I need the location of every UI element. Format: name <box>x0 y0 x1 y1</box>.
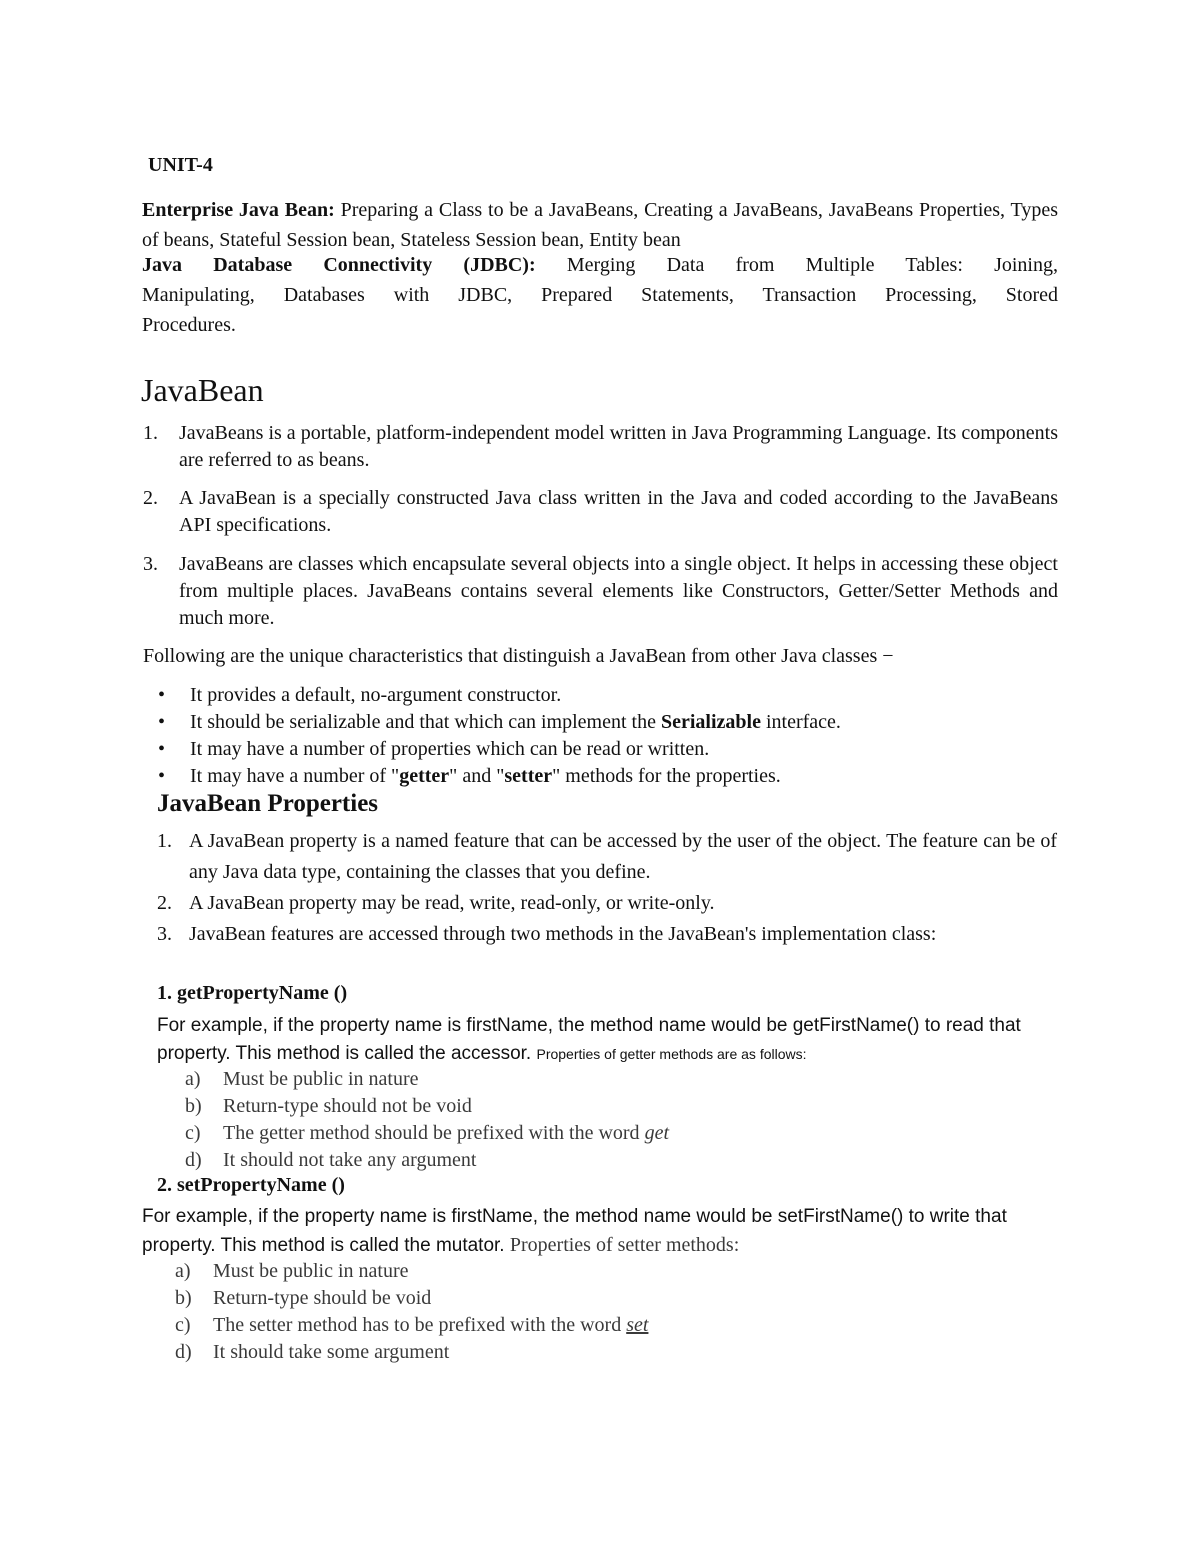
getter-note: Properties of getter methods are as follows: <box>536 1046 807 1062</box>
list-text: The getter method should be prefixed with the word <box>223 1122 645 1144</box>
list-item <box>157 888 1057 919</box>
list-text: Return-type should not be void <box>223 1095 472 1117</box>
list-text: Return-type should be void <box>213 1287 432 1309</box>
list-bold-text: getter <box>399 765 450 787</box>
javabean-list <box>143 420 1058 474</box>
list-number: 2. <box>157 892 172 914</box>
syllabus-jdbc-line-1 <box>142 250 1058 280</box>
list-bold-text: Serializable <box>660 711 761 733</box>
list-letter: a) <box>175 1260 191 1282</box>
list-letter: d) <box>175 1341 192 1363</box>
list-text: A JavaBean is a specially constructed Java class written in the Java and coded according to the JavaBeans API specifications. <box>179 487 1058 536</box>
list-item <box>158 763 841 790</box>
list-letter: b) <box>185 1095 202 1117</box>
list-item <box>175 1312 648 1339</box>
list-number: 2. <box>143 487 158 509</box>
list-item <box>175 1285 648 1312</box>
javabean-list-item-3 <box>143 551 1058 632</box>
getter-rules-list <box>185 1066 669 1174</box>
list-item <box>175 1258 648 1285</box>
list-item <box>157 826 1057 888</box>
syllabus-jdbc-text-1: Merging Data from Multiple Tables: Joining, <box>566 254 1058 276</box>
setter-paragraph <box>142 1203 1042 1260</box>
list-text: It should be serializable and that which can implement the <box>190 711 661 733</box>
list-item <box>158 736 841 763</box>
list-text: It provides a default, no-argument constructor. <box>190 684 562 706</box>
bullet-icon: • <box>158 738 166 760</box>
syllabus-jdbc-line-2: Manipulating, Databases with JDBC, Prepared Statements, Transaction Processing, Stored <box>142 284 1058 306</box>
list-item <box>143 485 1058 539</box>
list-item <box>185 1147 669 1174</box>
characteristics-list <box>158 682 841 790</box>
syllabus-ejb-label: Enterprise Java Bean: <box>142 199 335 221</box>
list-letter: d) <box>185 1149 202 1171</box>
list-number: 3. <box>157 923 172 945</box>
syllabus-ejb <box>142 195 1058 255</box>
list-item <box>185 1093 669 1120</box>
list-item <box>143 420 1058 474</box>
list-text: It should not take any argument <box>223 1149 477 1171</box>
list-text: Must be public in nature <box>213 1260 409 1282</box>
syllabus-jdbc-label: Java Database Connectivity (JDBC): <box>142 254 536 276</box>
characteristics-intro: Following are the unique characteristics that distinguish a JavaBean from other Java classes − <box>143 645 894 667</box>
syllabus-ejb-text: Preparing a Class to be a JavaBeans, Creating a JavaBeans, JavaBeans Properties, Types of beans, Stateful Session bean, Stateless Session bean, Entity bean <box>142 199 1058 251</box>
syllabus-jdbc <box>142 250 1058 340</box>
properties-list <box>157 826 1057 950</box>
getter-paragraph <box>157 1012 1062 1068</box>
list-text: A JavaBean property may be read, write, read-only, or write-only. <box>189 892 715 914</box>
list-text: It should take some argument <box>213 1341 450 1363</box>
list-number: 3. <box>143 553 158 575</box>
getter-heading: 1. getPropertyName () <box>157 982 348 1004</box>
javabean-list-item-2 <box>143 485 1058 539</box>
list-number: 1. <box>157 830 172 852</box>
list-item <box>143 551 1058 632</box>
setter-rules-list <box>175 1258 648 1366</box>
list-emphasis: get <box>644 1122 669 1144</box>
list-item <box>175 1339 648 1366</box>
list-text: JavaBeans is a portable, platform-independent model written in Java Programming Language. Its components are referred to as beans. <box>179 422 1058 471</box>
unit-title: UNIT-4 <box>148 154 213 176</box>
list-text: interface. <box>760 711 841 733</box>
list-letter: c) <box>185 1122 201 1144</box>
list-text: " methods for the properties. <box>552 765 781 787</box>
list-text: " and " <box>449 765 505 787</box>
javabean-heading: JavaBean <box>141 372 264 408</box>
list-text: The setter method has to be prefixed with the word <box>213 1314 627 1336</box>
list-item <box>185 1066 669 1093</box>
list-letter: a) <box>185 1068 201 1090</box>
setter-note: Properties of setter methods: <box>509 1234 740 1256</box>
list-item <box>158 682 841 709</box>
list-letter: b) <box>175 1287 192 1309</box>
list-number: 1. <box>143 422 158 444</box>
list-text: JavaBean features are accessed through two methods in the JavaBean's implementation class: <box>189 923 937 945</box>
list-emphasis: set <box>626 1314 649 1336</box>
list-text: Must be public in nature <box>223 1068 419 1090</box>
list-text: JavaBeans are classes which encapsulate several objects into a single object. It helps in accessing these object from multiple places. JavaBeans contains several elements like Constructors, Getter/Setter Methods and much more. <box>179 553 1058 629</box>
list-item <box>185 1120 669 1147</box>
setter-heading: 2. setPropertyName () <box>157 1174 345 1196</box>
list-item <box>157 919 1057 950</box>
list-text: A JavaBean property is a named feature that can be accessed by the user of the object. The feature can be of any Java data type, containing the classes that you define. <box>189 830 1057 883</box>
list-item <box>158 709 841 736</box>
syllabus-jdbc-line-3: Procedures. <box>142 314 236 336</box>
properties-heading: JavaBean Properties <box>157 790 379 817</box>
bullet-icon: • <box>158 684 166 706</box>
list-letter: c) <box>175 1314 191 1336</box>
bullet-icon: • <box>158 711 166 733</box>
list-text: It may have a number of properties which can be read or written. <box>190 738 710 760</box>
getter-text: For example, if the property name is firstName, the method name would be getFirstName() to read that property. This method is called the accessor. <box>157 1015 1021 1064</box>
list-text: It may have a number of " <box>190 765 400 787</box>
setter-text: For example, if the property name is firstName, the method name would be setFirstName() to write that property. This method is called the mutator. <box>142 1206 1007 1256</box>
list-bold-text: setter <box>504 765 553 787</box>
bullet-icon: • <box>158 765 166 787</box>
